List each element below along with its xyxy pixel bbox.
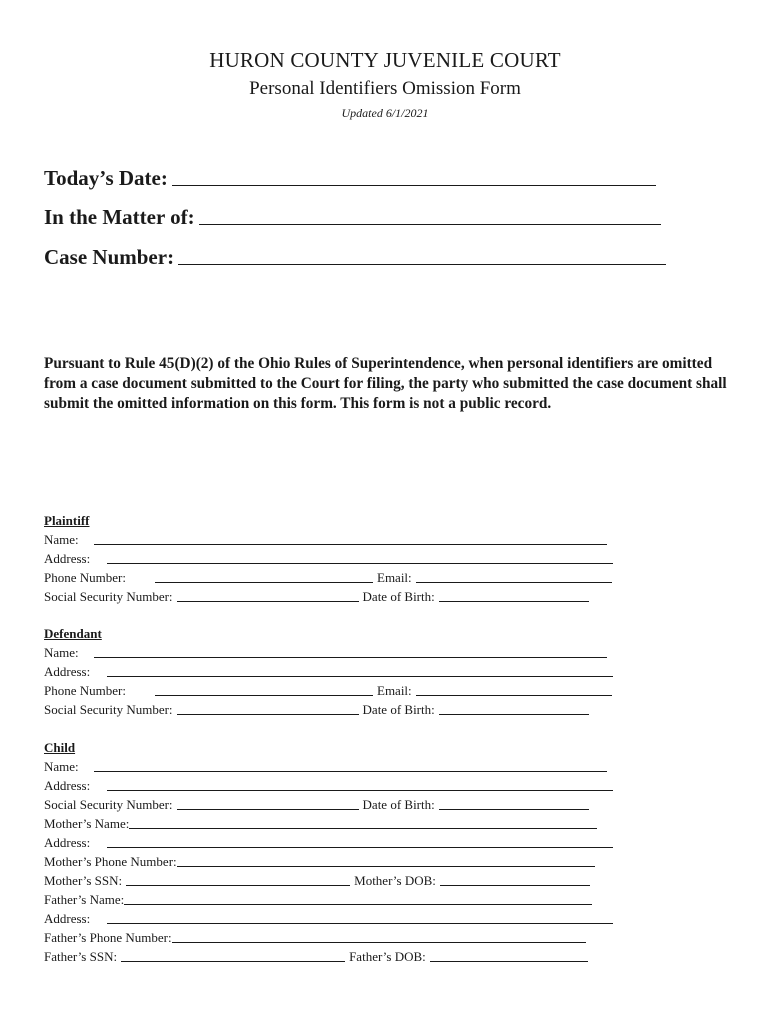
defendant-email-label: Email:: [377, 683, 412, 698]
child-ssn-field[interactable]: [177, 809, 359, 810]
fathers-address-field[interactable]: [107, 923, 613, 924]
mothers-dob-field[interactable]: [440, 885, 590, 886]
defendant-dob-field[interactable]: [439, 714, 589, 715]
case-number-label: Case Number:: [44, 245, 175, 269]
defendant-address-field[interactable]: [107, 676, 613, 677]
mothers-name-label: Mother’s Name:: [44, 816, 130, 831]
plaintiff-address-field[interactable]: [107, 563, 613, 564]
defendant-heading: Defendant: [44, 626, 102, 641]
case-number-row: [44, 245, 666, 270]
fathers-ssn-row: [44, 947, 588, 965]
mothers-dob-label: Mother’s DOB:: [354, 873, 436, 888]
plaintiff-email-field[interactable]: [416, 582, 612, 583]
mothers-ssn-field[interactable]: [126, 885, 350, 886]
case-number-field[interactable]: [178, 264, 666, 265]
plaintiff-phone-field[interactable]: [155, 582, 373, 583]
mothers-phone-field[interactable]: [177, 866, 595, 867]
defendant-name-row: [44, 643, 607, 661]
defendant-phone-label: Phone Number:: [44, 683, 126, 698]
plaintiff-name-label: Name:: [44, 532, 79, 547]
child-ssn-row: [44, 795, 589, 813]
fathers-dob-label: Father’s DOB:: [349, 949, 426, 964]
mothers-name-row: [44, 814, 597, 832]
child-name-field[interactable]: [94, 771, 607, 772]
fathers-ssn-field[interactable]: [121, 961, 345, 962]
child-address-field[interactable]: [107, 790, 613, 791]
matter-label: In the Matter of:: [44, 205, 195, 229]
mothers-name-field[interactable]: [129, 828, 597, 829]
court-title: HURON COUNTY JUVENILE COURT: [209, 48, 561, 72]
fathers-ssn-label: Father’s SSN:: [44, 949, 118, 964]
defendant-phone-field[interactable]: [155, 695, 373, 696]
child-dob-field[interactable]: [439, 809, 589, 810]
child-ssn-label: Social Security Number:: [44, 797, 173, 812]
plaintiff-phone-label: Phone Number:: [44, 570, 126, 585]
plaintiff-ssn-row: [44, 587, 589, 605]
fathers-address-label: Address:: [44, 911, 91, 926]
child-address-label: Address:: [44, 778, 91, 793]
fathers-name-row: [44, 890, 592, 908]
defendant-dob-label: Date of Birth:: [362, 702, 435, 717]
child-name-label: Name:: [44, 759, 79, 774]
matter-row: [44, 205, 661, 230]
plaintiff-address-row: [44, 549, 613, 567]
defendant-address-row: [44, 662, 613, 680]
mothers-phone-label: Mother’s Phone Number:: [44, 854, 177, 869]
mothers-address-field[interactable]: [107, 847, 613, 848]
defendant-address-label: Address:: [44, 664, 91, 679]
plaintiff-ssn-label: Social Security Number:: [44, 589, 173, 604]
mothers-address-row: [44, 833, 613, 851]
defendant-ssn-label: Social Security Number:: [44, 702, 173, 717]
child-dob-label: Date of Birth:: [362, 797, 435, 812]
notice-paragraph: Pursuant to Rule 45(D)(2) of the Ohio Rules of Superintendence, when personal identifiers are omitted from a case document submitted to the Court for filing, the party who submitted the case document shall submit the omitted information on this form. This form is not a public record.: [44, 355, 727, 412]
plaintiff-name-field[interactable]: [94, 544, 607, 545]
plaintiff-heading: Plaintiff: [44, 513, 90, 528]
fathers-name-label: Father’s Name:: [44, 892, 125, 907]
child-address-row: [44, 776, 613, 794]
fathers-phone-row: [44, 928, 586, 946]
plaintiff-phone-row: [44, 568, 612, 586]
plaintiff-email-label: Email:: [377, 570, 412, 585]
defendant-ssn-field[interactable]: [177, 714, 359, 715]
updated-date: Updated 6/1/2021: [341, 106, 429, 120]
fathers-phone-label: Father’s Phone Number:: [44, 930, 172, 945]
mothers-address-label: Address:: [44, 835, 91, 850]
defendant-ssn-row: [44, 700, 589, 718]
form-title: Personal Identifiers Omission Form: [249, 78, 521, 99]
mothers-phone-row: [44, 852, 595, 870]
fathers-dob-field[interactable]: [430, 961, 588, 962]
todays-date-field[interactable]: [172, 185, 656, 186]
todays-date-row: [44, 166, 656, 191]
plaintiff-dob-field[interactable]: [439, 601, 589, 602]
fathers-phone-field[interactable]: [172, 942, 586, 943]
defendant-name-field[interactable]: [94, 657, 607, 658]
child-name-row: [44, 757, 607, 775]
plaintiff-name-row: [44, 530, 607, 548]
child-heading: Child: [44, 740, 76, 755]
matter-field[interactable]: [199, 224, 661, 225]
plaintiff-ssn-field[interactable]: [177, 601, 359, 602]
mothers-ssn-row: [44, 871, 590, 889]
fathers-name-field[interactable]: [124, 904, 592, 905]
fathers-address-row: [44, 909, 613, 927]
defendant-email-field[interactable]: [416, 695, 612, 696]
defendant-phone-row: [44, 681, 612, 699]
defendant-name-label: Name:: [44, 645, 79, 660]
todays-date-label: Today’s Date:: [44, 166, 168, 190]
mothers-ssn-label: Mother’s SSN:: [44, 873, 123, 888]
plaintiff-address-label: Address:: [44, 551, 91, 566]
plaintiff-dob-label: Date of Birth:: [362, 589, 435, 604]
